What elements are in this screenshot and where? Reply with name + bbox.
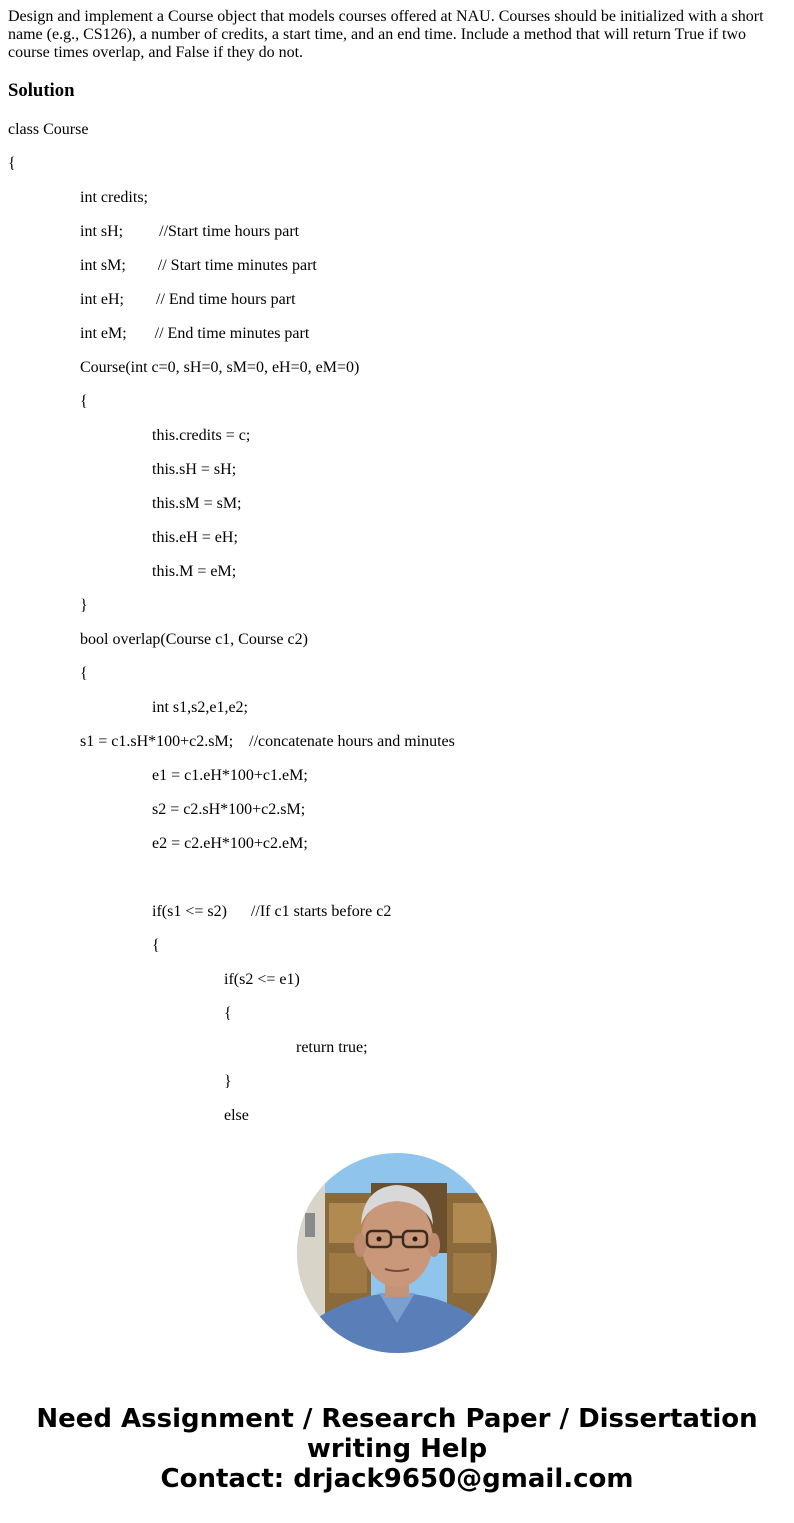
- code-line: }: [80, 597, 88, 614]
- code-line: this.M = eM;: [152, 563, 237, 580]
- code-line: int sH; //Start time hours part: [80, 223, 300, 240]
- code-line: class Course: [8, 121, 89, 138]
- code-line: int eM; // End time minutes part: [80, 325, 310, 342]
- code-line: this.credits = c;: [152, 427, 251, 444]
- code-line: return true;: [296, 1039, 368, 1056]
- code-line: this.sH = sH;: [152, 461, 237, 478]
- code-line: s2 = c2.sH*100+c2.sM;: [152, 801, 306, 818]
- code-line: {: [80, 393, 88, 410]
- footer-line-1: Need Assignment / Research Paper / Dissertation: [36, 1404, 758, 1434]
- code-line: {: [8, 155, 16, 172]
- footer-line-2: writing Help: [306, 1434, 488, 1464]
- question-text: Design and implement a Course object that models courses offered at NAU. Courses should be initialized with a short name (e.g., CS126), a number of credits, a start time, and an end time. Include a method that will return True if two course times overlap, and False if they do not.: [8, 8, 764, 61]
- code-line: if(s1 <= s2) //If c1 starts before c2: [152, 903, 392, 920]
- code-line: e1 = c1.eH*100+c1.eM;: [152, 767, 308, 784]
- code-line: {: [224, 1005, 232, 1022]
- code-line: this.eH = eH;: [152, 529, 238, 546]
- code-line: int sM; // Start time minutes part: [80, 257, 317, 274]
- code-line: {: [80, 665, 88, 682]
- code-line: int credits;: [80, 189, 148, 206]
- code-line: int eH; // End time hours part: [80, 291, 296, 308]
- code-line: }: [224, 1073, 232, 1090]
- contact-footer: [0, 1404, 794, 1494]
- author-portrait-image: [297, 1153, 497, 1353]
- code-line: if(s2 <= e1): [224, 971, 300, 988]
- code-line: this.sM = sM;: [152, 495, 242, 512]
- code-line: s1 = c1.sH*100+c2.sM; //concatenate hours and minutes: [80, 733, 455, 750]
- code-line: {: [152, 937, 160, 954]
- code-line: int s1,s2,e1,e2;: [152, 699, 248, 716]
- code-line: bool overlap(Course c1, Course c2): [80, 631, 308, 648]
- code-line: e2 = c2.eH*100+c2.eM;: [152, 835, 308, 852]
- code-line: Course(int c=0, sH=0, sM=0, eH=0, eM=0): [80, 359, 360, 376]
- footer-contact-email: Contact: drjack9650@gmail.com: [160, 1464, 634, 1494]
- code-line: else: [224, 1107, 249, 1124]
- author-avatar: [297, 1153, 497, 1353]
- solution-heading: Solution: [8, 80, 75, 101]
